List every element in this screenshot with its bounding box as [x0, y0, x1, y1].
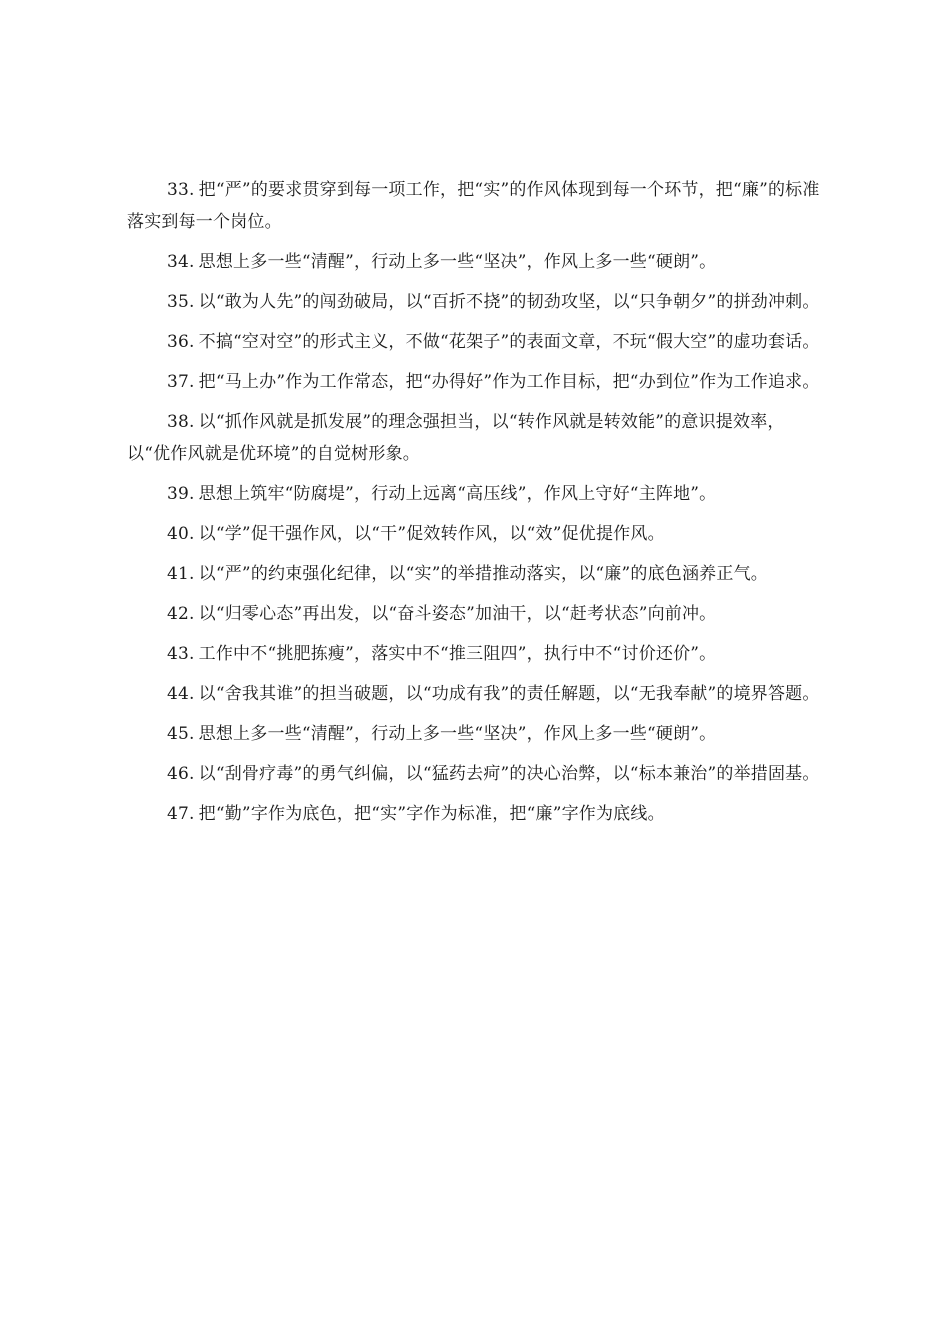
- item-text: 以“抓作风就是抓发展”的理念强担当，以“转作风就是转效能”的意识提效率，以“优作风就是优环境”的自觉树形象。: [127, 412, 785, 464]
- item-text: 工作中不“挑肥拣瘦”，落实中不“推三阻四”，执行中不“讨价还价”。: [198, 644, 717, 664]
- item-text: 以“严”的约束强化纪律，以“实”的举措推动落实，以“廉”的底色涵养正气。: [198, 564, 768, 584]
- list-item: [127, 558, 827, 590]
- item-text: 把“严”的要求贯穿到每一项工作，把“实”的作风体现到每一个环节，把“廉”的标准落实到每一个岗位。: [127, 180, 820, 232]
- item-number: 45.: [167, 724, 195, 744]
- item-text: 以“归零心态”再出发，以“奋斗姿态”加油干，以“赶考状态”向前冲。: [198, 604, 717, 624]
- item-number: 43.: [167, 644, 195, 664]
- item-number: 41.: [167, 564, 195, 584]
- list-item: [127, 478, 827, 510]
- list-item: [127, 598, 827, 630]
- list-item: [127, 758, 827, 790]
- list-item: [127, 174, 827, 238]
- item-text: 以“舍我其谁”的担当破题，以“功成有我”的责任解题，以“无我奉献”的境界答题。: [198, 684, 820, 704]
- list-item: [127, 366, 827, 398]
- item-text: 以“学”促干强作风，以“干”促效转作风，以“效”促优提作风。: [198, 524, 665, 544]
- item-text: 不搞“空对空”的形式主义，不做“花架子”的表面文章，不玩“假大空”的虚功套话。: [198, 332, 820, 352]
- list-item: [127, 326, 827, 358]
- item-number: 37.: [167, 372, 195, 392]
- document-body: [127, 174, 827, 838]
- item-number: 34.: [167, 252, 195, 272]
- list-item: [127, 246, 827, 278]
- item-number: 35.: [167, 292, 195, 312]
- item-number: 44.: [167, 684, 195, 704]
- list-item: [127, 518, 827, 550]
- list-item: [127, 718, 827, 750]
- item-number: 38.: [167, 412, 195, 432]
- item-number: 47.: [167, 804, 195, 824]
- list-item: [127, 638, 827, 670]
- item-text: 思想上多一些“清醒”，行动上多一些“坚决”，作风上多一些“硬朗”。: [198, 724, 717, 744]
- list-item: [127, 678, 827, 710]
- item-number: 33.: [167, 180, 195, 200]
- item-text: 把“马上办”作为工作常态，把“办得好”作为工作目标，把“办到位”作为工作追求。: [198, 372, 820, 392]
- list-item: [127, 406, 827, 470]
- item-text: 思想上多一些“清醒”，行动上多一些“坚决”，作风上多一些“硬朗”。: [198, 252, 717, 272]
- item-number: 36.: [167, 332, 195, 352]
- item-number: 46.: [167, 764, 195, 784]
- item-number: 42.: [167, 604, 195, 624]
- item-text: 把“勤”字作为底色，把“实”字作为标准，把“廉”字作为底线。: [198, 804, 665, 824]
- item-text: 思想上筑牢“防腐堤”，行动上远离“高压线”，作风上守好“主阵地”。: [198, 484, 717, 504]
- item-text: 以“敢为人先”的闯劲破局，以“百折不挠”的韧劲攻坚，以“只争朝夕”的拼劲冲刺。: [198, 292, 820, 312]
- item-number: 39.: [167, 484, 195, 504]
- list-item: [127, 798, 827, 830]
- item-text: 以“刮骨疗毒”的勇气纠偏，以“猛药去疴”的决心治弊，以“标本兼治”的举措固基。: [198, 764, 820, 784]
- item-number: 40.: [167, 524, 195, 544]
- list-item: [127, 286, 827, 318]
